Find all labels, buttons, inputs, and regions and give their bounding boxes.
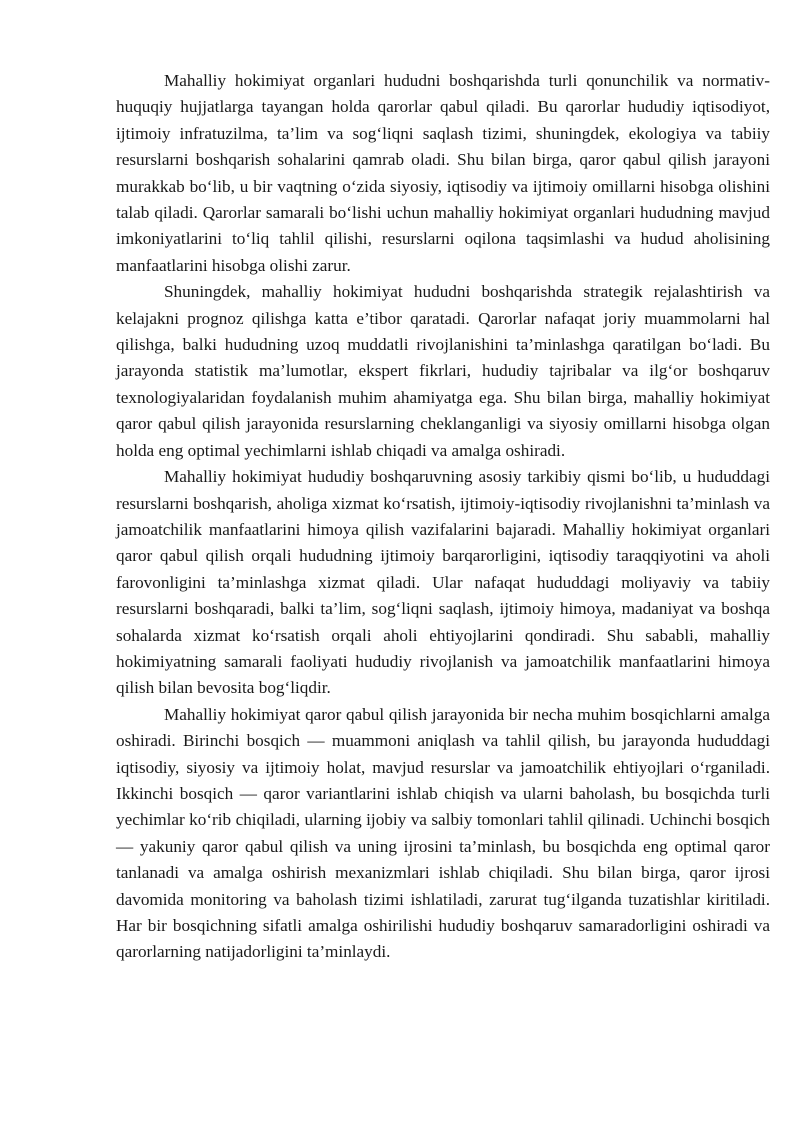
- paragraph-1: Mahalliy hokimiyat organlari hududni boshqarishda turli qonunchilik va normativ-huquqiy hujjatlarga tayangan holda qarorlar qabul qiladi. Bu qarorlar hududiy iqtisodiyot, ijtimoiy infratuzilma, ta’lim va sog‘liqni saqlash tizimi, shuningdek, ekologiya va tabiiy resurslarni boshqarish sohalarini qamrab oladi. Shu bilan birga, qaror qabul qilish jarayoni murakkab bo‘lib, u bir vaqtning o‘zida siyosiy, iqtisodiy va ijtimoiy omillarni hisobga olishini talab qiladi. Qarorlar samarali bo‘lishi uchun mahalliy hokimiyat organlari hududning mavjud imkoniyatlarini to‘liq tahlil qilishi, resurslarni oqilona taqsimlashi va hudud aholisining manfaatlarini hisobga olishi zarur.: [116, 71, 770, 275]
- paragraph-3: Mahalliy hokimiyat hududiy boshqaruvning asosiy tarkibiy qismi bo‘lib, u hududdagi resurslarni boshqarish, aholiga xizmat ko‘rsatish, ijtimoiy-iqtisodiy rivojlanishni ta’minlash va jamoatchilik manfaatlarini himoya qilish vazifalarini bajaradi. Mahalliy hokimiyat organlari qaror qabul qilish orqali hududning ijtimoiy barqarorligini, iqtisodiy taraqqiyotini va aholi farovonligini ta’minlashga xizmat qiladi. Ular nafaqat hududdagi moliyaviy va tabiiy resurslarni boshqaradi, balki ta’lim, sog‘liqni saqlash, ijtimoiy himoya, madaniyat va boshqa sohalarda xizmat ko‘rsatish orqali aholi ehtiyojlarini qondiradi. Shu sababli, mahalliy hokimiyatning samarali faoliyati hududiy rivojlanish va jamoatchilik manfaatlarini himoya qilish bilan bevosita bog‘liqdir.: [116, 467, 770, 698]
- paragraph-2: Shuningdek, mahalliy hokimiyat hududni boshqarishda strategik rejalashtirish va kelajakni prognoz qilishga katta e’tibor qaratadi. Qarorlar nafaqat joriy muammolarni hal qilishga, balki hududning uzoq muddatli rivojlanishini ta’minlashga qaratilgan bo‘ladi. Bu jarayonda statistik ma’lumotlar, ekspert fikrlari, hududiy tajribalar va ilg‘or boshqaruv texnologiyalaridan foydalanish muhim ahamiyatga ega. Shu bilan birga, mahalliy hokimiyat qaror qabul qilish jarayonida resurslarning cheklanganligi va siyosiy omillarni hisobga olgan holda eng optimal yechimlarni ishlab chiqadi va amalga oshiradi.: [116, 282, 770, 460]
- paragraph-4: Mahalliy hokimiyat qaror qabul qilish jarayonida bir necha muhim bosqichlarni amalga oshiradi. Birinchi bosqich — muammoni aniqlash va tahlil qilish, bu jarayonda hududdagi iqtisodiy, siyosiy va ijtimoiy holat, mavjud resurslar va jamoatchilik ehtiyojlari o‘rganiladi. Ikkinchi bosqich — qaror variantlarini ishlab chiqish va ularni baholash, bu bosqichda turli yechimlar ko‘rib chiqiladi, ularning ijobiy va salbiy tomonlari tahlil qilinadi. Uchinchi bosqich — yakuniy qaror qabul qilish va uning ijrosini ta’minlash, bu bosqichda eng optimal qaror tanlanadi va amalga oshirish mexanizmlari ishlab chiqiladi. Shu bilan birga, qaror ijrosi davomida monitoring va baholash tizimi ishlatiladi, zarurat tug‘ilganda tuzatishlar kiritiladi. Har bir bosqichning sifatli amalga oshirilishi hududiy boshqaruv samaradorligini oshiradi va qarorlarning natijadorligini ta’minlaydi.: [116, 704, 770, 962]
- document-page: [116, 68, 770, 966]
